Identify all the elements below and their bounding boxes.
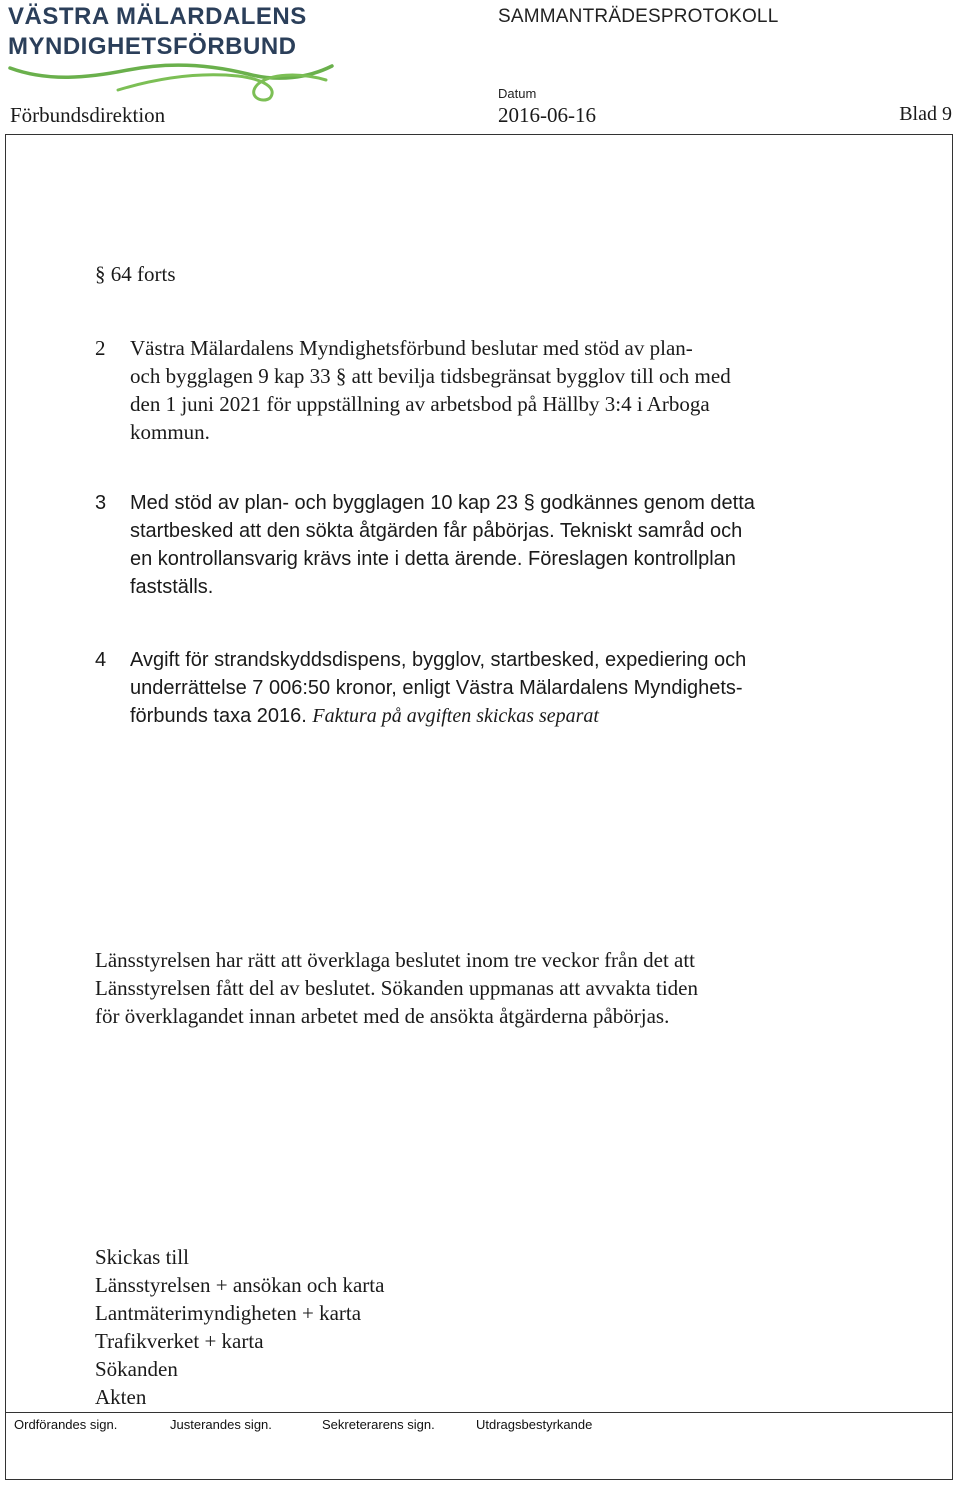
item-line: och bygglagen 9 kap 33 § att bevilja tidsbegränsat bygglov till och med xyxy=(130,364,731,388)
distribution-recipient: Trafikverket + karta xyxy=(95,1329,264,1353)
item-line: Med stöd av plan- och bygglagen 10 kap 23 § godkännes genom detta xyxy=(130,492,755,514)
decision-item-4 xyxy=(95,646,855,730)
page-number: Blad 9 xyxy=(899,103,952,125)
item-line-text: förbunds taxa 2016. xyxy=(130,705,307,727)
extract-certification-label: Utdragsbestyrkande xyxy=(476,1417,593,1432)
item-number: 3 xyxy=(95,492,107,514)
appeal-line: Länsstyrelsen har rätt att överklaga beslutet inom tre veckor från det att xyxy=(95,948,696,972)
invoice-note: Faktura på avgiften skickas separat xyxy=(312,705,599,727)
document-type: SAMMANTRÄDESPROTOKOLL xyxy=(498,6,779,27)
item-line: startbesked att den sökta åtgärden får påbörjas. Tekniskt samråd och xyxy=(130,520,743,542)
logo-text-line2: MYNDIGHETSFÖRBUND xyxy=(8,33,297,60)
item-line: den 1 juni 2021 för uppställning av arbetsbod på Hällby 3:4 i Arboga xyxy=(130,392,710,416)
item-line: Avgift för strandskyddsdispens, bygglov, startbesked, expediering och xyxy=(130,649,747,671)
appeal-notice xyxy=(95,946,835,1030)
item-line: underrättelse 7 006:50 kronor, enligt Västra Mälardalens Myndighets- xyxy=(130,677,743,699)
logo-text-line1: VÄSTRA MÄLARDALENS xyxy=(8,3,307,30)
organization-logo xyxy=(8,2,338,102)
appeal-line: Länsstyrelsen fått del av beslutet. Sökanden uppmanas att avvakta tiden xyxy=(95,976,698,1000)
date-label: Datum xyxy=(498,86,537,101)
item-text xyxy=(130,646,850,730)
decision-item-2 xyxy=(95,334,855,446)
department-name: Förbundsdirektion xyxy=(10,103,166,127)
item-text xyxy=(130,489,850,601)
item-line: en kontrollansvarig krävs inte i detta ärende. Föreslagen kontrollplan xyxy=(130,548,736,570)
distribution-recipient: Länsstyrelsen + ansökan och karta xyxy=(95,1273,385,1297)
section-reference: § 64 forts xyxy=(95,262,176,286)
decision-item-3 xyxy=(95,489,855,601)
item-text xyxy=(130,334,850,446)
signature-divider xyxy=(5,1412,953,1413)
distribution-title: Skickas till xyxy=(95,1245,189,1269)
item-number: 4 xyxy=(95,649,107,671)
meeting-date: 2016-06-16 xyxy=(498,103,596,127)
item-line xyxy=(130,702,850,730)
chairman-signature-label: Ordförandes sign. xyxy=(14,1417,118,1432)
appeal-line: för överklagandet innan arbetet med de ansökta åtgärderna påbörjas. xyxy=(95,1004,670,1028)
distribution-recipient: Akten xyxy=(95,1385,147,1409)
item-number: 2 xyxy=(95,336,106,360)
logo-swoosh-icon xyxy=(8,60,338,104)
distribution-list xyxy=(95,1243,384,1411)
item-line: Västra Mälardalens Myndighetsförbund beslutar med stöd av plan- xyxy=(130,336,693,360)
adjuster-signature-label: Justerandes sign. xyxy=(170,1417,272,1432)
distribution-recipient: Sökanden xyxy=(95,1357,178,1381)
distribution-recipient: Lantmäterimyndigheten + karta xyxy=(95,1301,362,1325)
item-line: fastställs. xyxy=(130,576,214,598)
item-line: kommun. xyxy=(130,420,210,444)
secretary-signature-label: Sekreterarens sign. xyxy=(322,1417,435,1432)
